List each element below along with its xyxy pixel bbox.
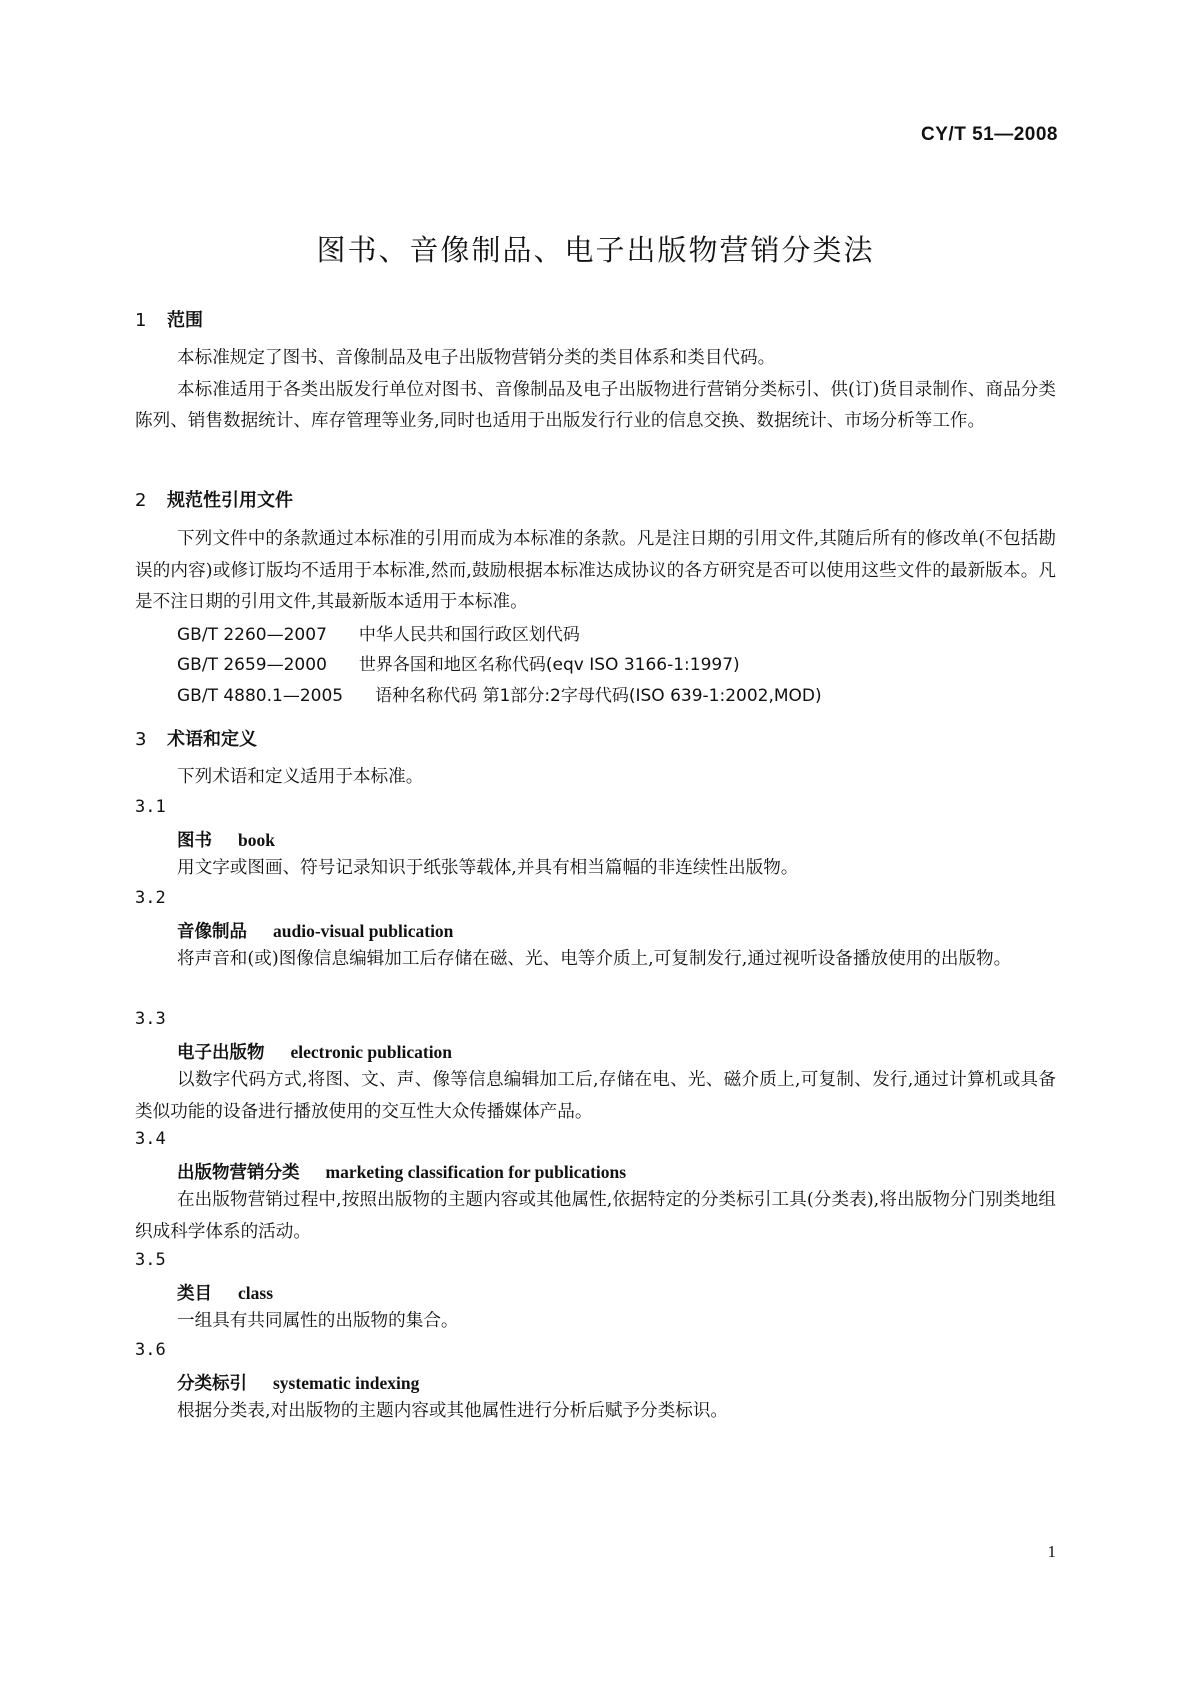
term-number: 3.3 (135, 1009, 166, 1029)
section-2-heading (135, 486, 293, 512)
term-en: class (238, 1283, 273, 1303)
reference-item (177, 681, 822, 706)
term-heading (177, 1370, 419, 1395)
term-en: marketing classification for publications (325, 1162, 627, 1182)
paragraph: 一组具有共同属性的出版物的集合。 (177, 1311, 459, 1331)
term-definition (135, 1306, 1056, 1338)
term-en: systematic indexing (273, 1373, 420, 1393)
paragraph: 下列术语和定义适用于本标准。 (177, 767, 424, 787)
term-definition (135, 944, 1056, 976)
section-3-heading (135, 725, 257, 751)
paragraph: 将声音和(或)图像信息编辑加工后存储在磁、光、电等介质上,可复制发行,通过视听设备播放使用的出版物。 (177, 949, 1012, 969)
section-number: 2 (135, 490, 147, 511)
paragraph: 根据分类表,对出版物的主题内容或其他属性进行分析后赋予分类标识。 (177, 1401, 729, 1421)
section-2-body (135, 524, 1056, 619)
term-zh: 出版物营销分类 (177, 1163, 300, 1183)
standard-code: CY/T 51—2008 (921, 124, 1058, 145)
section-title: 术语和定义 (167, 729, 257, 750)
paragraph: 本标准规定了图书、音像制品及电子出版物营销分类的类目体系和类目代码。 (177, 348, 776, 368)
section-title: 范围 (167, 310, 203, 331)
term-heading (177, 1039, 452, 1064)
reference-code: GB/T 4880.1—2005 (177, 686, 344, 706)
paragraph: 以数字代码方式,将图、文、声、像等信息编辑加工后,存储在电、光、磁介质上,可复制、发行,通过计算机或具备类似功能的设备进行播放使用的交互性大众传播媒体产品。 (135, 1070, 1056, 1122)
paragraph: 本标准适用于各类出版发行单位对图书、音像制品及电子出版物进行营销分类标引、供(订)货目录制作、商品分类陈列、销售数据统计、库存管理等业务,同时也适用于出版发行行业的信息交换、数据统计、市场分析等工作。 (135, 379, 1056, 431)
term-heading (177, 918, 453, 943)
reference-title: 语种名称代码 第1部分:2字母代码(ISO 639-1:2002,MOD) (375, 686, 822, 706)
term-definition (135, 1185, 1056, 1248)
term-number: 3.1 (135, 797, 166, 817)
term-zh: 电子出版物 (177, 1043, 265, 1063)
term-zh: 音像制品 (177, 922, 247, 942)
term-en: electronic publication (290, 1042, 453, 1062)
term-definition (135, 1065, 1056, 1128)
term-zh: 图书 (177, 831, 212, 851)
term-heading (177, 1280, 273, 1305)
reference-item (177, 620, 580, 645)
paragraph: 用文字或图画、符号记录知识于纸张等载体,并具有相当篇幅的非连续性出版物。 (177, 858, 799, 878)
section-title: 规范性引用文件 (167, 490, 293, 511)
term-zh: 分类标引 (177, 1374, 247, 1394)
term-en: audio-visual publication (273, 921, 454, 941)
section-number: 1 (135, 310, 147, 331)
reference-code: GB/T 2260—2007 (177, 625, 327, 645)
paragraph: 下列文件中的条款通过本标准的引用而成为本标准的条款。凡是注日期的引用文件,其随后所有的修改单(不包括勘误的内容)或修订版均不适用于本标准,然而,鼓励根据本标准达成协议的各方研究是否可以使用这些文件的最新版本。凡是不注日期的引用文件,其最新版本适用于本标准。 (135, 529, 1056, 612)
term-number: 3.4 (135, 1129, 166, 1149)
section-number: 3 (135, 729, 147, 750)
term-number: 3.5 (135, 1250, 166, 1270)
paragraph: 在出版物营销过程中,按照出版物的主题内容或其他属性,依据特定的分类标引工具(分类表),将出版物分门别类地组织成科学体系的活动。 (135, 1190, 1056, 1242)
term-en: book (238, 830, 275, 850)
section-1-heading (135, 306, 203, 332)
reference-item (177, 650, 740, 675)
section-3-intro (135, 762, 1056, 794)
reference-code: GB/T 2659—2000 (177, 655, 327, 675)
page-number: 1 (1047, 1542, 1056, 1561)
section-1-body (135, 343, 1056, 438)
term-number: 3.2 (135, 888, 166, 908)
term-heading (177, 1159, 626, 1184)
term-definition (135, 853, 1056, 885)
term-heading (177, 827, 275, 852)
reference-title: 中华人民共和国行政区划代码 (358, 625, 580, 645)
reference-title: 世界各国和地区名称代码(eqv ISO 3166-1:1997) (358, 655, 740, 675)
term-definition (135, 1396, 1056, 1428)
document-title: 图书、音像制品、电子出版物营销分类法 (316, 233, 875, 267)
term-zh: 类目 (177, 1284, 212, 1304)
term-number: 3.6 (135, 1340, 166, 1360)
